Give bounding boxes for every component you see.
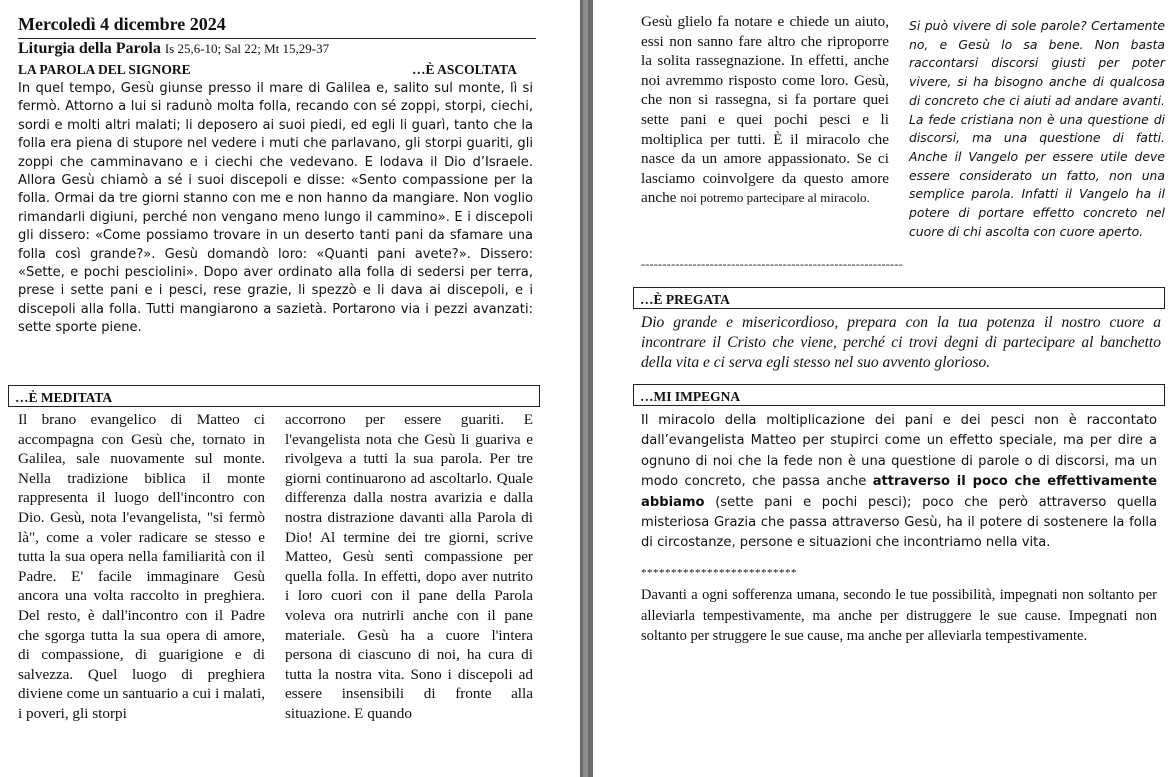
prayer-text: Dio grande e misericordioso, prepara con la tua potenza il nostro cuore a incontrare il Cristo che viene, perché ci trovi degni di partecipare al banchetto della vita e ci serva egli stesso nel suo avvento glorioso. (641, 314, 1161, 371)
meditated-title: …È MEDITATA (15, 390, 113, 405)
prayed-title: …È PREGATA (640, 292, 730, 307)
meditation-column-3-text: Gesù glielo fa notare e chiede un aiuto, essi non sanno fare altro che riproporre la solita rassegnazione. In effetti, anche noi avremmo risposto come loro. Gesù, che non si rassegna, si fa portare quei sette pani e quei pochi pesci e li moltiplica per tutti. È il miracolo che nasce da un amore appassionato. Se ci lasciamo coinvolgere da questo amore anche (641, 13, 889, 207)
commitment-text-part-1: Il miracolo della moltiplicazione dei pani e dei pesci non è raccontato dall’evangelista Matteo per stupirci come un effetto speciale, ma per dire a ognuno di noi che la fede non è una questione di parole o di discorsi, ma un modo concreto, che passa anche (641, 413, 1157, 490)
left-page (0, 0, 580, 777)
commitment-text-2: Davanti a ogni sofferenza umana, secondo le tue possibilità, impegnati non soltanto per alleviarla tempestivamente, ma anche per distruggere le sue cause. Impegnati non soltanto per struggere le sue cause, ma anche per alleviarla tempestivamente. (641, 587, 1157, 644)
prayed-section-header (633, 287, 1165, 309)
reflection-italic-text: Si può vivere di sole parole? Certamente no, e Gesù lo sa bene. Non basta raccontarsi discorsi giusti per poter vivere, si ha bisogno anche di qualcosa di concreto che ci aiuti ad andare avanti. La fede cristiana non è una questione di discorsi, ma una questione di fatti. Anche il Vangelo per essere utile deve essere considerato un fatto, non una semplice parola. Infatti il Vangelo ha il potere di portare effetto concreto nel cuore di chi ascolta con cuore aperto. (909, 18, 1165, 239)
word-of-lord-title: LA PAROLA DEL SIGNORE (18, 62, 191, 77)
liturgy-heading (18, 40, 329, 58)
right-page (593, 0, 1171, 777)
page-gutter (580, 0, 593, 777)
star-separator: ************************** (641, 567, 797, 579)
meditation-column-1: Il brano evangelico di Matteo ci accompagna con Gesù che, tornato in Galilea, sale nuovamente sul monte. Nella tradizione biblica il monte rappresenta il luogo dell'incontro con Dio. Gesù, nota l'evangelista, "si fermò là", come a voler radicare se stesso e tutta la sua opera nella familiarità con il Padre. E' facile immaginare Gesù ancora una volta raccolto in preghiera. Del resto, è dall'incontro con il Padre che sgorga tutta la sua opera di amore, di compassione, di guarigione e di salvezza. Quel luogo di preghiera diviene come un santuario a cui i malati, i poveri, gli storpi (18, 411, 265, 722)
gospel-text: In quel tempo, Gesù giunse presso il mare di Galilea e, salito sul monte, lì si fermò. Attorno a lui si radunò molta folla, recando con sé zoppi, storpi, ciechi, sordi e molti altri malati; li deposero ai suoi piedi, ed egli li guarì, tanto che la folla era piena di stupore nel vedere i muti che parlavano, gli storpi guariti, gli zoppi che camminavano e i ciechi che vedevano. E lodava il Dio d’Israele. Allora Gesù chiamò a sé i suoi discepoli e disse: «Sento compassione per la folla. Ormai da tre giorni stanno con me e non hanno da mangiare. Non voglio rimandarli digiuni, perché non vengano meno lungo il cammino». E i discepoli gli dissero: «Come possiamo trovare in un deserto tanti pani da sfamare una folla così grande?». Gesù domandò loro: «Quanti pani avete?». Dissero: «Sette, e pochi pesciolini». Dopo aver ordinato alla folla di sedersi per terra, prese i sette pani e i pesci, rese grazie, li spezzò e li dava ai discepoli, e i discepoli alla folla. Tutti mangiarono a sazietà. Portarono via i pezzi avanzati: sette sporte piene. (18, 81, 533, 336)
date-heading: Mercoledì 4 dicembre 2024 (18, 14, 226, 34)
listened-title: …È ASCOLTATA (412, 62, 517, 77)
liturgy-title: Liturgia della Parola (18, 40, 161, 57)
meditation-column-2: accorrono per essere guariti. E l'evangelista nota che Gesù li guariva e rivolgeva a tutti la sua parola. Per tre giorni continuarono ad ascoltarlo. Quale differenza dalla nostra avarizia e dalla nostra distrazione davanti alla Parola di Dio! Al termine dei tre giorni, scrive Matteo, Gesù sentì compassione per quella folla. In effetti, dopo aver nutrito i loro cuori con il pane della Parola voleva ora nutrirli anche con il pane materiale. Gesù ha a cuore l'intera persona di ciascuno di noi, ha cura di tutta la nostra vita. Sono i discepoli ad essere insensibili di fronte alla situazione. E quando (285, 411, 533, 722)
dashed-separator: ------------------------------------------------------------- (641, 257, 904, 271)
commitment-title: …MI IMPEGNA (640, 389, 741, 404)
meditation-column-3 (641, 12, 889, 208)
commitment-text (641, 410, 1157, 553)
commitment-text-part-2: (sette pani e pochi pesci); poco che però attraverso quella misteriosa Grazia che passa attraverso Gesù, ha il potere di sostenere la folla di circostanze, persone e situazioni che incontriamo nella vita. (641, 494, 1157, 551)
liturgy-references: Is 25,6-10; Sal 22; Mt 15,29-37 (164, 41, 330, 56)
heading-divider (18, 38, 536, 39)
meditation-column-3-end: noi potremo partecipare al miracolo. (680, 190, 870, 206)
commitment-text-bold: attraverso il poco che effettivamente abbiamo (641, 474, 1158, 510)
meditated-section-header (8, 385, 540, 407)
commitment-section-header (633, 384, 1165, 406)
